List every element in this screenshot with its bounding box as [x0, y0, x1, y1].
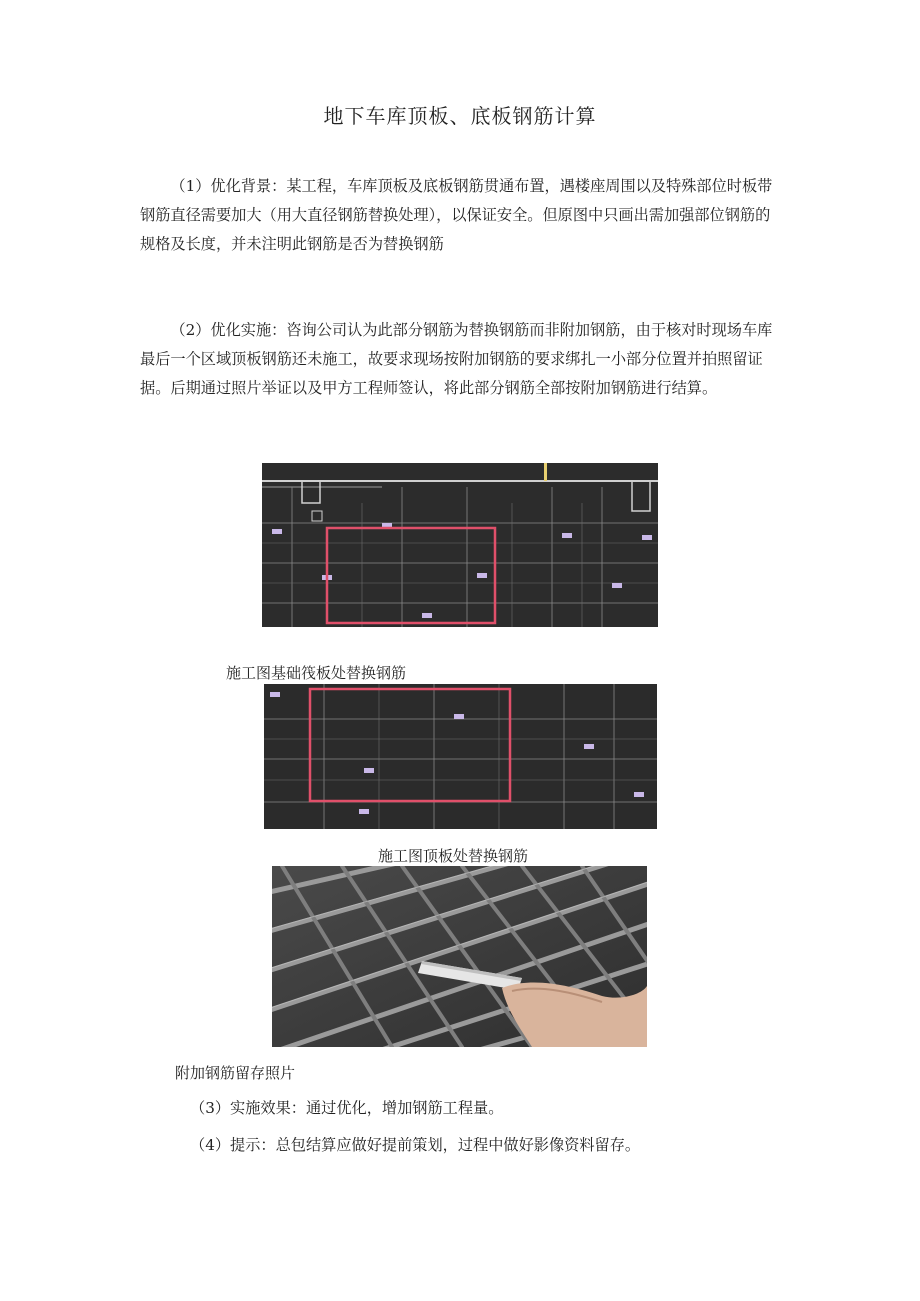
paragraph-implementation: （2）优化实施：咨询公司认为此部分钢筋为替换钢筋而非附加钢筋，由于核对时现场车库最后一个区域顶板钢筋还未施工，故要求现场按附加钢筋的要求绑扎一小部分位置并拍照留证据。后期通过照片举证以及甲方工程师签认，将此部分钢筋全部按附加钢筋进行结算。 — [140, 321, 773, 397]
cad-drawing-raft-image — [262, 463, 658, 627]
caption-roof-slab: 施工图顶板处替换钢筋 — [378, 847, 529, 865]
page-title: 地下车库顶板、底板钢筋计算 — [323, 104, 597, 128]
paragraph-background: （1）优化背景：某工程，车库顶板及底板钢筋贯通布置，遇楼座周围以及特殊部位时板带钢筋直径需要加大（用大直径钢筋替换处理），以保证安全。但原图中只画出需加强部位钢筋的规格及长度，并未注明此钢筋是否为替换钢筋 — [140, 177, 773, 253]
rebar-photo-image — [272, 866, 647, 1047]
caption-photo: 附加钢筋留存照片 — [175, 1064, 296, 1082]
cad-drawing-roof-slab-image — [264, 684, 657, 829]
paragraph-tip: （4）提示：总包结算应做好提前策划，过程中做好影像资料留存。 — [190, 1136, 641, 1154]
paragraph-effect: （3）实施效果：通过优化，增加钢筋工程量。 — [190, 1099, 504, 1117]
caption-raft: 施工图基础筏板处替换钢筋 — [226, 664, 407, 682]
